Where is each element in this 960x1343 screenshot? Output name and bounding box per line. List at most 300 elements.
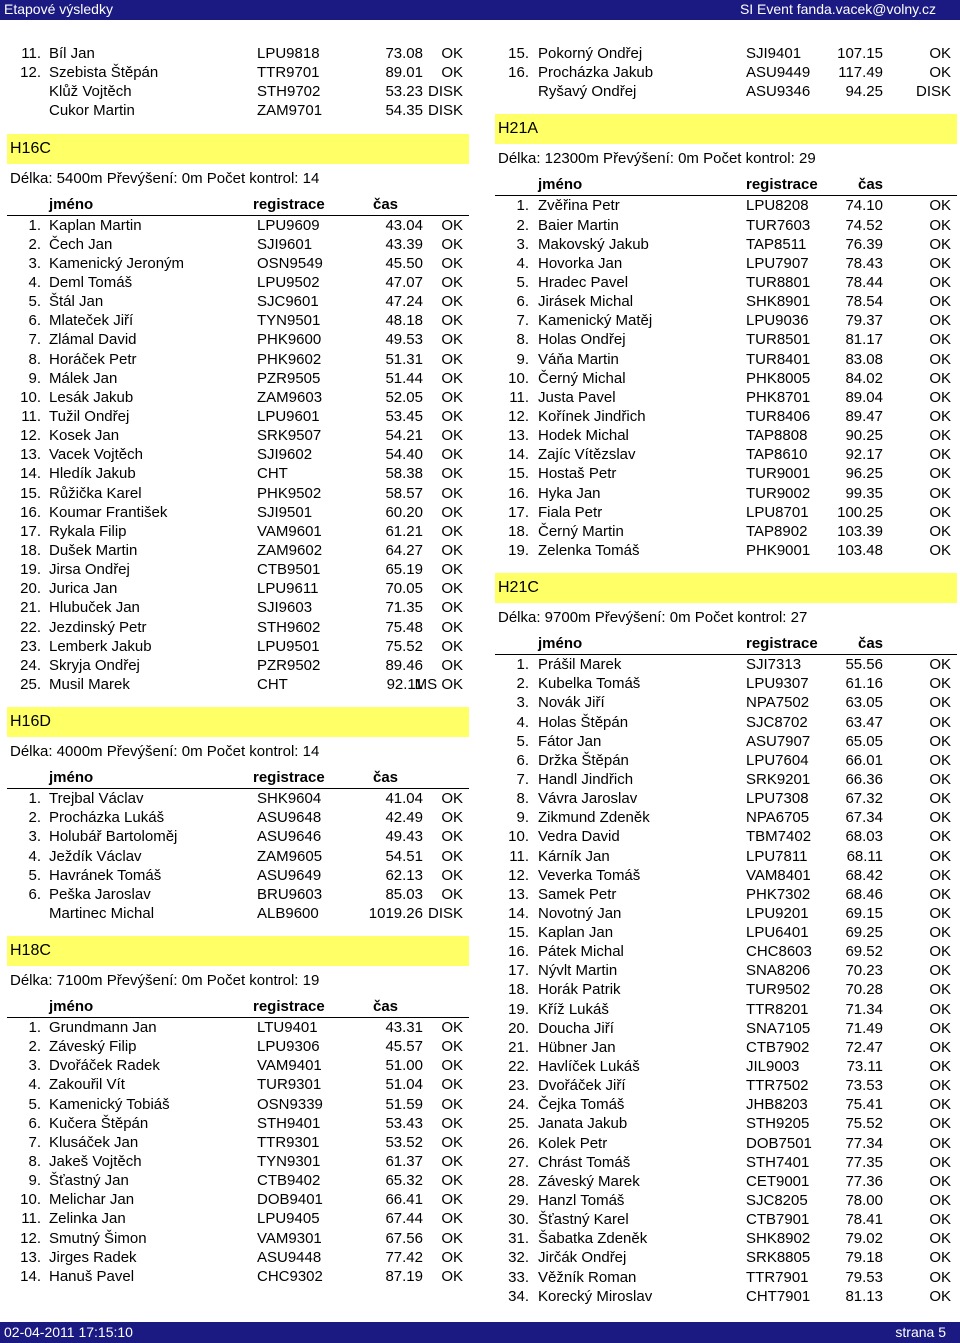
- status-cell: OK: [441, 541, 463, 559]
- rank-cell: 15.: [20, 484, 41, 502]
- rank-cell: 8.: [516, 331, 529, 349]
- column-header-registration: registrace: [253, 195, 325, 213]
- result-row: [495, 923, 957, 942]
- time-cell: 47.07: [385, 273, 423, 291]
- name-cell: Holas Ondřej: [538, 331, 626, 349]
- name-cell: Szebista Štěpán: [49, 64, 159, 82]
- rank-cell: 10.: [20, 388, 41, 406]
- result-row: [7, 618, 469, 637]
- time-cell: 62.13: [385, 866, 423, 884]
- name-cell: Vedra David: [538, 828, 620, 846]
- rank-cell: 5.: [516, 273, 529, 291]
- name-cell: Klusáček Jan: [49, 1133, 139, 1151]
- registration-cell: TUR8401: [746, 350, 811, 368]
- result-row: [495, 216, 957, 235]
- name-cell: Handl Jindřich: [538, 770, 634, 788]
- name-cell: Klůž Vojtěch: [49, 83, 132, 101]
- time-cell: 71.49: [845, 1019, 883, 1037]
- column-header-time: čas: [373, 769, 399, 787]
- result-row: [7, 579, 469, 598]
- rank-cell: 22.: [20, 618, 41, 636]
- result-row: [7, 426, 469, 445]
- rank-cell: 8.: [28, 1153, 41, 1171]
- category-header: [495, 573, 957, 603]
- registration-cell: OSN9549: [257, 254, 323, 272]
- time-cell: 52.05: [385, 388, 423, 406]
- status-cell: OK: [929, 943, 951, 961]
- result-row: [7, 827, 469, 846]
- category-title: H21C: [498, 579, 539, 597]
- status-cell: OK: [929, 828, 951, 846]
- right-column: [495, 44, 957, 1306]
- registration-cell: STH7401: [746, 1153, 810, 1171]
- status-cell: OK: [929, 522, 951, 540]
- time-cell: 43.31: [385, 1019, 423, 1037]
- category-title: H21A: [498, 120, 539, 138]
- name-cell: Držka Štěpán: [538, 751, 629, 769]
- name-cell: Mlateček Jiří: [49, 312, 134, 330]
- rank-cell: 5.: [28, 866, 41, 884]
- time-cell: 68.42: [845, 866, 883, 884]
- status-cell: OK: [441, 427, 463, 445]
- name-cell: Zelinka Jan: [49, 1210, 126, 1228]
- rank-cell: 14.: [20, 1267, 41, 1285]
- status-cell: DISK: [427, 904, 463, 922]
- name-cell: Zajíc Vítězslav: [538, 446, 636, 464]
- status-cell: OK: [929, 235, 951, 253]
- registration-cell: SJC8702: [746, 713, 808, 731]
- rank-cell: 2.: [28, 235, 41, 253]
- result-row: [7, 63, 469, 82]
- rank-cell: 2.: [516, 675, 529, 693]
- name-cell: Trejbal Václav: [49, 790, 144, 808]
- course-info: [495, 144, 957, 174]
- status-cell: DISK: [427, 83, 463, 101]
- name-cell: Holas Štěpán: [538, 713, 629, 731]
- results-list: [495, 44, 957, 101]
- registration-cell: ASU9649: [257, 866, 322, 884]
- course-info-text: Délka: 12300m Převýšení: 0m Počet kontrol: 29: [498, 150, 816, 168]
- status-cell: OK: [929, 216, 951, 234]
- name-cell: Ježdík Václav: [49, 847, 142, 865]
- registration-cell: TTR8201: [746, 1000, 809, 1018]
- status-cell: OK: [929, 1096, 951, 1114]
- result-row: [7, 1229, 469, 1248]
- name-cell: Melichar Jan: [49, 1191, 135, 1209]
- registration-cell: ASU9646: [257, 828, 322, 846]
- time-cell: 43.04: [385, 216, 423, 234]
- name-cell: Černý Martin: [538, 522, 624, 540]
- result-row: [7, 1095, 469, 1114]
- rank-cell: 12.: [20, 64, 41, 82]
- registration-cell: DOB7501: [746, 1134, 812, 1152]
- result-row: [495, 464, 957, 483]
- result-row: [7, 904, 469, 923]
- registration-cell: LPU9307: [746, 675, 809, 693]
- name-cell: Kaplan Jan: [538, 924, 614, 942]
- time-cell: 69.52: [845, 943, 883, 961]
- rank-cell: 3.: [28, 1057, 41, 1075]
- result-row: [495, 1095, 957, 1114]
- registration-cell: TTR7901: [746, 1268, 809, 1286]
- time-cell: 66.41: [385, 1191, 423, 1209]
- result-row: [7, 885, 469, 904]
- time-cell: 73.11: [846, 1058, 883, 1076]
- status-cell: DISK: [915, 83, 951, 101]
- time-cell: 48.18: [385, 312, 423, 330]
- result-row: [7, 330, 469, 349]
- name-cell: Pokorný Ondřej: [538, 45, 643, 62]
- status-cell: OK: [929, 1038, 951, 1056]
- category-title: H16C: [10, 139, 51, 157]
- rank-cell: 1.: [28, 1019, 41, 1037]
- rank-cell: 1.: [516, 197, 529, 215]
- registration-cell: ASU9449: [746, 64, 811, 82]
- rank-cell: 23.: [20, 637, 41, 655]
- name-cell: Novotný Jan: [538, 904, 622, 922]
- registration-cell: CHC9302: [257, 1267, 323, 1285]
- rank-cell: 10.: [508, 369, 529, 387]
- registration-cell: BRU9603: [257, 885, 323, 903]
- result-row: [7, 101, 469, 120]
- time-cell: 66.01: [845, 751, 883, 769]
- rank-cell: 12.: [20, 1229, 41, 1247]
- name-cell: Doucha Jiří: [538, 1019, 614, 1037]
- status-cell: OK: [441, 561, 463, 579]
- name-cell: Bíl Jan: [49, 45, 95, 62]
- column-header-time: čas: [373, 195, 399, 213]
- status-cell: OK: [929, 1172, 951, 1190]
- results-list: [7, 789, 469, 923]
- status-cell: OK: [441, 235, 463, 253]
- result-row: [495, 808, 957, 827]
- result-row: [7, 1209, 469, 1228]
- page-number: strana 5: [895, 1324, 946, 1340]
- time-cell: 72.47: [845, 1038, 883, 1056]
- registration-cell: LPU9611: [257, 580, 319, 598]
- result-row: [7, 847, 469, 866]
- name-cell: Hlubuček Jan: [49, 599, 140, 617]
- registration-cell: SJC9601: [257, 293, 319, 311]
- status-cell: OK: [441, 64, 463, 82]
- result-row: [495, 311, 957, 330]
- rank-cell: 6.: [516, 751, 529, 769]
- status-cell: OK: [441, 522, 463, 540]
- registration-cell: SNA7105: [746, 1019, 811, 1037]
- name-cell: Vávra Jaroslav: [538, 790, 638, 808]
- result-row: [495, 942, 957, 961]
- registration-cell: ZAM9602: [257, 541, 323, 559]
- time-cell: 103.48: [837, 541, 883, 559]
- status-cell: OK: [441, 45, 463, 62]
- time-cell: 76.39: [845, 235, 883, 253]
- result-row: [7, 1018, 469, 1037]
- registration-cell: LPU9818: [257, 45, 320, 62]
- result-row: [7, 235, 469, 254]
- status-cell: OK: [929, 790, 951, 808]
- status-cell: OK: [929, 331, 951, 349]
- registration-cell: SJI9602: [257, 446, 313, 464]
- registration-cell: TUR8406: [746, 407, 811, 425]
- rank-cell: 4.: [28, 1076, 41, 1094]
- registration-cell: PZR9502: [257, 656, 321, 674]
- status-cell: OK: [441, 1076, 463, 1094]
- result-row: [7, 445, 469, 464]
- status-cell: OK: [929, 713, 951, 731]
- result-row: [495, 732, 957, 751]
- name-cell: Jakeš Vojtěch: [49, 1153, 142, 1171]
- status-cell: OK: [929, 694, 951, 712]
- name-cell: Martinec Michal: [49, 904, 155, 922]
- rank-cell: 4.: [28, 273, 41, 291]
- time-cell: 79.37: [845, 312, 883, 330]
- registration-cell: SJI9603: [257, 599, 313, 617]
- result-row: [495, 63, 957, 82]
- rank-cell: 21.: [20, 599, 41, 617]
- status-cell: OK: [441, 446, 463, 464]
- result-row: [7, 808, 469, 827]
- name-cell: Dvořáček Radek: [49, 1057, 160, 1075]
- rank-cell: 9.: [516, 809, 529, 827]
- rank-cell: 32.: [508, 1249, 529, 1267]
- name-cell: Skryja Ondřej: [49, 656, 140, 674]
- registration-cell: LPU7907: [746, 254, 809, 272]
- registration-cell: CET9001: [746, 1172, 810, 1190]
- status-cell: OK: [441, 1172, 463, 1190]
- rank-cell: 11.: [21, 1210, 41, 1228]
- result-row: [495, 980, 957, 999]
- time-cell: 60.20: [385, 503, 423, 521]
- rank-cell: 10.: [20, 1191, 41, 1209]
- status-cell: OK: [441, 618, 463, 636]
- result-row: [7, 292, 469, 311]
- registration-cell: VAM9401: [257, 1057, 322, 1075]
- status-cell: OK: [929, 446, 951, 464]
- rank-cell: 31.: [508, 1230, 529, 1248]
- time-cell: 54.40: [385, 446, 423, 464]
- rank-cell: 3.: [516, 235, 529, 253]
- rank-cell: 13.: [508, 885, 529, 903]
- name-cell: Šťastný Karel: [538, 1211, 629, 1229]
- registration-cell: TUR9002: [746, 484, 811, 502]
- rank-cell: 13.: [508, 427, 529, 445]
- status-cell: OK: [441, 1191, 463, 1209]
- registration-cell: TYN9301: [257, 1153, 321, 1171]
- registration-cell: ZAM9701: [257, 102, 323, 120]
- result-row: [7, 541, 469, 560]
- column-header-time: čas: [858, 176, 884, 194]
- result-row: [7, 1152, 469, 1171]
- registration-cell: SJI9501: [257, 503, 313, 521]
- time-cell: 71.34: [845, 1000, 883, 1018]
- report-title: Etapové výsledky: [4, 1, 113, 17]
- rank-cell: 19.: [20, 561, 41, 579]
- results-list: [7, 216, 469, 695]
- registration-cell: STH9602: [257, 618, 321, 636]
- registration-cell: TTR9701: [257, 64, 320, 82]
- status-cell: OK: [929, 751, 951, 769]
- time-cell: 75.52: [385, 637, 423, 655]
- page-footer-bar: [0, 1322, 960, 1343]
- status-cell: OK: [441, 465, 463, 483]
- time-cell: 51.44: [385, 369, 423, 387]
- time-cell: 51.00: [385, 1057, 423, 1075]
- status-cell: OK: [441, 369, 463, 387]
- name-cell: Musil Marek: [49, 675, 130, 693]
- column-headers: [7, 767, 469, 789]
- registration-cell: CHC8603: [746, 943, 812, 961]
- status-cell: OK: [929, 1230, 951, 1248]
- category-title: H16D: [10, 713, 51, 731]
- time-cell: 64.27: [385, 541, 423, 559]
- time-cell: 53.43: [385, 1114, 423, 1132]
- status-cell: OK: [441, 503, 463, 521]
- result-row: [495, 1268, 957, 1287]
- registration-cell: LPU7811: [746, 847, 808, 865]
- name-cell: Koumar František: [49, 503, 168, 521]
- time-cell: 68.46: [845, 885, 883, 903]
- time-cell: 53.23: [385, 83, 423, 101]
- time-cell: 68.03: [845, 828, 883, 846]
- registration-cell: NPA7502: [746, 694, 810, 712]
- rank-cell: 30.: [508, 1211, 529, 1229]
- name-cell: Kaplan Martin: [49, 216, 142, 234]
- result-row: [495, 235, 957, 254]
- name-cell: Zlámal David: [49, 331, 137, 349]
- registration-cell: CHT7901: [746, 1287, 811, 1305]
- registration-cell: LPU8208: [746, 197, 809, 215]
- registration-cell: VAM9301: [257, 1229, 322, 1247]
- time-cell: 70.05: [385, 580, 423, 598]
- status-cell: OK: [929, 981, 951, 999]
- name-cell: Šabatka Zdeněk: [538, 1230, 648, 1248]
- registration-cell: PHK8005: [746, 369, 811, 387]
- status-cell: OK: [929, 312, 951, 330]
- rank-cell: 10.: [508, 828, 529, 846]
- registration-cell: ZAM9603: [257, 388, 323, 406]
- name-cell: Hledík Jakub: [49, 465, 136, 483]
- name-cell: Horáček Petr: [49, 350, 137, 368]
- registration-cell: PHK7302: [746, 885, 811, 903]
- rank-cell: 1.: [28, 216, 41, 234]
- status-cell: OK: [929, 732, 951, 750]
- rank-cell: 2.: [28, 809, 41, 827]
- registration-cell: SNA8206: [746, 962, 811, 980]
- result-row: [495, 82, 957, 101]
- name-cell: Kosek Jan: [49, 427, 120, 445]
- status-cell: OK: [441, 1267, 463, 1285]
- time-cell: 73.53: [845, 1077, 883, 1095]
- category-header: [7, 134, 469, 164]
- name-cell: Kubelka Tomáš: [538, 675, 641, 693]
- time-cell: 65.32: [385, 1172, 423, 1190]
- name-cell: Nývlt Martin: [538, 962, 618, 980]
- course-info-text: Délka: 4000m Převýšení: 0m Počet kontrol: 14: [10, 743, 320, 761]
- rank-cell: 15.: [508, 924, 529, 942]
- time-cell: 89.04: [845, 388, 883, 406]
- status-cell: OK: [929, 64, 951, 82]
- time-cell: 54.21: [385, 427, 423, 445]
- status-cell: OK: [441, 484, 463, 502]
- rank-cell: 16.: [508, 943, 529, 961]
- rank-cell: 12.: [20, 427, 41, 445]
- rank-cell: 18.: [20, 541, 41, 559]
- rank-cell: 17.: [20, 522, 41, 540]
- result-row: [7, 598, 469, 617]
- time-cell: 78.54: [845, 293, 883, 311]
- status-cell: OK: [441, 331, 463, 349]
- rank-cell: 15.: [508, 45, 529, 62]
- rank-cell: 4.: [516, 713, 529, 731]
- registration-cell: TUR8501: [746, 331, 811, 349]
- name-cell: Smutný Šimon: [49, 1229, 147, 1247]
- name-cell: Chrást Tomáš: [538, 1153, 631, 1171]
- name-cell: Kamenický Matěj: [538, 312, 653, 330]
- status-cell: OK: [929, 809, 951, 827]
- rank-cell: 7.: [28, 331, 41, 349]
- status-cell: OK: [441, 828, 463, 846]
- name-cell: Zakouřil Vít: [49, 1076, 125, 1094]
- name-cell: Lemberk Jakub: [49, 637, 152, 655]
- status-cell: OK: [929, 254, 951, 272]
- status-cell: OK: [929, 273, 951, 291]
- time-cell: 79.02: [845, 1230, 883, 1248]
- status-cell: OK: [441, 580, 463, 598]
- column-header-name: jméno: [49, 769, 94, 787]
- rank-cell: 19.: [508, 541, 529, 559]
- time-cell: 51.04: [385, 1076, 423, 1094]
- result-row: [495, 330, 957, 349]
- name-cell: Jirsa Ondřej: [49, 561, 130, 579]
- status-cell: OK: [929, 770, 951, 788]
- name-cell: Váňa Martin: [538, 350, 619, 368]
- registration-cell: TYN9501: [257, 312, 321, 330]
- time-cell: 61.16: [845, 675, 883, 693]
- rank-cell: 23.: [508, 1077, 529, 1095]
- registration-cell: CTB9501: [257, 561, 321, 579]
- time-cell: 89.46: [385, 656, 423, 674]
- name-cell: Čech Jan: [49, 235, 113, 253]
- name-cell: Jirčák Ondřej: [538, 1249, 627, 1267]
- result-row: [7, 866, 469, 885]
- category-header: [7, 707, 469, 737]
- result-row: [495, 1076, 957, 1095]
- status-cell: OK: [441, 1229, 463, 1247]
- registration-cell: TAP8902: [746, 522, 808, 540]
- status-cell: OK: [441, 1248, 463, 1266]
- status-cell: OK: [929, 847, 951, 865]
- course-info: [495, 603, 957, 633]
- time-cell: 65.19: [385, 561, 423, 579]
- status-cell: OK: [929, 293, 951, 311]
- time-cell: 107.15: [837, 45, 883, 62]
- time-cell: 49.53: [385, 331, 423, 349]
- registration-cell: ASU7907: [746, 732, 811, 750]
- rank-cell: 16.: [508, 64, 529, 82]
- result-row: [7, 388, 469, 407]
- status-cell: OK: [929, 484, 951, 502]
- status-cell: OK: [929, 1134, 951, 1152]
- registration-cell: LPU8701: [746, 503, 809, 521]
- time-cell: 78.44: [845, 273, 883, 291]
- time-cell: 54.51: [385, 847, 423, 865]
- name-cell: Makovský Jakub: [538, 235, 649, 253]
- rank-cell: 17.: [508, 503, 529, 521]
- time-cell: 94.25: [845, 83, 883, 101]
- column-headers: [7, 194, 469, 216]
- column-header-time: čas: [373, 998, 399, 1016]
- time-cell: 74.52: [845, 216, 883, 234]
